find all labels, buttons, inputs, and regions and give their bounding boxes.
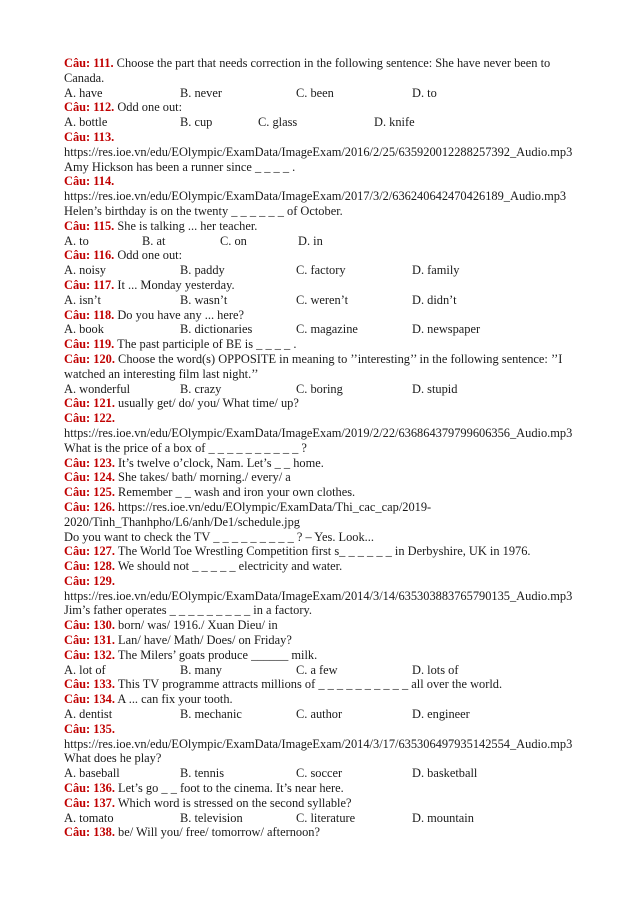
question-line <box>64 174 604 189</box>
question-number: Câu: 121. <box>64 396 115 411</box>
text-line: watched an interesting film last night.’’ <box>64 366 259 381</box>
text-line: Jim’s father operates _ _ _ _ _ _ _ _ _ in a factory. <box>64 603 312 618</box>
question-number: Câu: 111. <box>64 56 114 70</box>
answer-option: C. magazine <box>296 322 358 337</box>
question-text: Remember _ _ wash and iron your own clothes. <box>114 485 356 500</box>
answer-option: D. newspaper <box>412 322 481 337</box>
answer-option: C. a few <box>296 662 338 677</box>
question-number: Câu: 137. <box>64 795 115 810</box>
answer-option: C. boring <box>296 381 343 396</box>
answer-option: B. dictionaries <box>180 322 253 337</box>
answer-option: D. in <box>298 233 323 248</box>
question-text: We should not _ _ _ _ _ electricity and water. <box>114 559 343 574</box>
answer-option: B. wasn’t <box>180 292 228 307</box>
answer-option: D. basketball <box>412 766 478 781</box>
question-number: Câu: 129. <box>64 573 115 588</box>
text-line: https://res.ioe.vn/edu/EOlympic/ExamData/ImageExam/2017/3/2/636240642470426189_Audio.mp3 <box>64 189 567 204</box>
question-number: Câu: 135. <box>64 721 115 736</box>
answer-option: C. glass <box>258 115 298 130</box>
answer-option: B. crazy <box>180 381 222 396</box>
question-line <box>64 470 604 485</box>
question-line <box>64 352 604 367</box>
answer-options <box>64 263 604 278</box>
question-line <box>64 781 604 796</box>
answer-option: D. knife <box>374 115 415 130</box>
question-number: Câu: 136. <box>64 781 115 796</box>
question-text: She takes/ bath/ morning./ every/ a <box>114 470 291 485</box>
question-text: Odd one out: <box>114 100 183 115</box>
question-text: born/ was/ 1916./ Xuan Dieu/ in <box>114 618 278 633</box>
question-text: It ... Monday yesterday. <box>114 277 235 292</box>
question-line <box>64 544 604 559</box>
text-line: What does he play? <box>64 751 162 766</box>
question-text: The past participle of BE is _ _ _ _ . <box>114 337 297 352</box>
text-line: Canada. <box>64 70 105 85</box>
answer-option: B. mechanic <box>180 707 242 722</box>
text-line: https://res.ioe.vn/edu/EOlympic/ExamData/ImageExam/2016/2/25/635920012288257392_Audio.mp3 <box>64 144 573 159</box>
question-text: The Milers’ goats produce ______ milk. <box>114 647 318 662</box>
question-line <box>64 100 604 115</box>
answer-option: C. factory <box>296 263 346 278</box>
question-text: Let’s go _ _ foot to the cinema. It’s near here. <box>114 781 344 796</box>
answer-options <box>64 707 604 722</box>
question-line <box>64 574 604 589</box>
question-line <box>64 633 604 648</box>
text-line: Amy Hickson has been a runner since _ _ _ _ . <box>64 159 296 174</box>
question-line <box>64 500 604 515</box>
question-line <box>64 456 604 471</box>
answer-option: C. soccer <box>296 766 343 781</box>
answer-options <box>64 234 604 249</box>
question-number: Câu: 116. <box>64 248 115 263</box>
question-line <box>64 677 604 692</box>
question-number: Câu: 132. <box>64 647 115 662</box>
answer-option: C. on <box>220 233 247 248</box>
question-number: Câu: 119. <box>64 337 115 352</box>
question-text: Which word is stressed on the second syllable? <box>114 795 352 810</box>
question-line <box>64 130 604 145</box>
answer-option: B. paddy <box>180 263 225 278</box>
question-number: Câu: 138. <box>64 825 115 840</box>
answer-option: B. cup <box>180 115 213 130</box>
question-number: Câu: 126. <box>64 499 115 514</box>
question-number: Câu: 134. <box>64 692 115 707</box>
text-line: Helen’s birthday is on the twenty _ _ _ _ _ _ of October. <box>64 203 343 218</box>
question-number: Câu: 124. <box>64 470 115 485</box>
answer-option: D. family <box>412 263 460 278</box>
answer-options <box>64 766 604 781</box>
answer-option: A. to <box>64 233 89 248</box>
question-number: Câu: 117. <box>64 277 115 292</box>
question-text: Choose the word(s) OPPOSITE in meaning to ’’interesting’’ in the following sentence: ’’I <box>114 351 563 366</box>
question-line <box>64 485 604 500</box>
question-line <box>64 219 604 234</box>
answer-option: C. literature <box>296 810 356 825</box>
question-number: Câu: 122. <box>64 411 115 426</box>
question-text: usually get/ do/ you/ What time/ up? <box>114 396 299 411</box>
answer-option: A. noisy <box>64 263 106 278</box>
question-number: Câu: 130. <box>64 618 115 633</box>
answer-option: A. have <box>64 85 103 100</box>
question-text: This TV programme attracts millions of _ _ _ _ _ _ _ _ _ _ all over the world. <box>114 677 503 692</box>
document-page <box>64 56 604 840</box>
question-line <box>64 396 604 411</box>
answer-option: D. to <box>412 85 437 100</box>
answer-options <box>64 382 604 397</box>
answer-options <box>64 115 604 130</box>
question-line <box>64 692 604 707</box>
answer-option: D. engineer <box>412 707 470 722</box>
question-line <box>64 248 604 263</box>
question-number: Câu: 125. <box>64 485 115 500</box>
question-text: It’s twelve o’clock, Nam. Let’s _ _ home. <box>114 455 324 470</box>
question-line <box>64 337 604 352</box>
question-line <box>64 618 604 633</box>
question-line <box>64 559 604 574</box>
answer-option: A. isn’t <box>64 292 101 307</box>
question-number: Câu: 128. <box>64 559 115 574</box>
answer-options <box>64 663 604 678</box>
question-number: Câu: 131. <box>64 633 115 648</box>
question-line <box>64 648 604 663</box>
question-text: The World Toe Wrestling Competition first s_ _ _ _ _ _ in Derbyshire, UK in 1976. <box>114 544 531 559</box>
answer-option: A. wonderful <box>64 381 131 396</box>
text-line: https://res.ioe.vn/edu/EOlympic/ExamData/ImageExam/2014/3/17/635306497935142554_Audio.mp3 <box>64 736 573 751</box>
question-line <box>64 308 604 323</box>
answer-option: D. lots of <box>412 662 459 677</box>
answer-options <box>64 811 604 826</box>
answer-option: C. been <box>296 85 334 100</box>
answer-option: A. tomato <box>64 810 114 825</box>
answer-option: D. stupid <box>412 381 458 396</box>
answer-option: D. didn’t <box>412 292 457 307</box>
question-text: Choose the part that needs correction in the following sentence: She have never been to <box>113 56 551 70</box>
question-text: She is talking ... her teacher. <box>114 218 258 233</box>
answer-option: A. bottle <box>64 115 108 130</box>
question-line <box>64 56 604 71</box>
question-text: Odd one out: <box>114 248 183 263</box>
question-text: Lan/ have/ Math/ Does/ on Friday? <box>114 633 292 648</box>
answer-options <box>64 322 604 337</box>
answer-option: D. mountain <box>412 810 474 825</box>
question-number: Câu: 133. <box>64 677 115 692</box>
question-number: Câu: 118. <box>64 307 115 322</box>
question-number: Câu: 120. <box>64 351 115 366</box>
question-number: Câu: 114. <box>64 174 115 189</box>
answer-options <box>64 293 604 308</box>
text-line: Do you want to check the TV _ _ _ _ _ _ _ _ _ ? – Yes. Look... <box>64 529 374 544</box>
text-line: https://res.ioe.vn/edu/EOlympic/ExamData/ImageExam/2019/2/22/636864379799606356_Audio.mp3 <box>64 425 573 440</box>
question-line <box>64 278 604 293</box>
answer-option: B. many <box>180 662 222 677</box>
question-number: Câu: 115. <box>64 218 115 233</box>
question-text: https://res.ioe.vn/edu/EOlympic/ExamData/Thi_cac_cap/2019- <box>114 499 432 514</box>
question-number: Câu: 113. <box>64 129 115 144</box>
answer-option: A. dentist <box>64 707 113 722</box>
answer-option: A. lot of <box>64 662 106 677</box>
answer-option: C. weren’t <box>296 292 349 307</box>
answer-option: B. at <box>142 233 166 248</box>
question-text: Do you have any ... here? <box>114 307 244 322</box>
question-text: be/ Will you/ free/ tomorrow/ afternoon? <box>114 825 320 840</box>
answer-option: A. baseball <box>64 766 120 781</box>
answer-options <box>64 86 604 101</box>
text-line: What is the price of a box of _ _ _ _ _ _ _ _ _ _ ? <box>64 440 307 455</box>
answer-option: C. author <box>296 707 343 722</box>
text-line: https://res.ioe.vn/edu/EOlympic/ExamData/ImageExam/2014/3/14/635303883765790135_Audio.mp3 <box>64 588 573 603</box>
answer-option: B. tennis <box>180 766 225 781</box>
question-line <box>64 722 604 737</box>
question-number: Câu: 123. <box>64 455 115 470</box>
answer-option: B. never <box>180 85 222 100</box>
answer-option: A. book <box>64 322 104 337</box>
text-line: 2020/Tinh_Thanhpho/L6/anh/De1/schedule.jpg <box>64 514 300 529</box>
question-text: A ... can fix your tooth. <box>114 692 233 707</box>
answer-option: B. television <box>180 810 243 825</box>
question-number: Câu: 112. <box>64 100 115 115</box>
question-line <box>64 825 604 840</box>
question-number: Câu: 127. <box>64 544 115 559</box>
question-line <box>64 411 604 426</box>
question-line <box>64 796 604 811</box>
